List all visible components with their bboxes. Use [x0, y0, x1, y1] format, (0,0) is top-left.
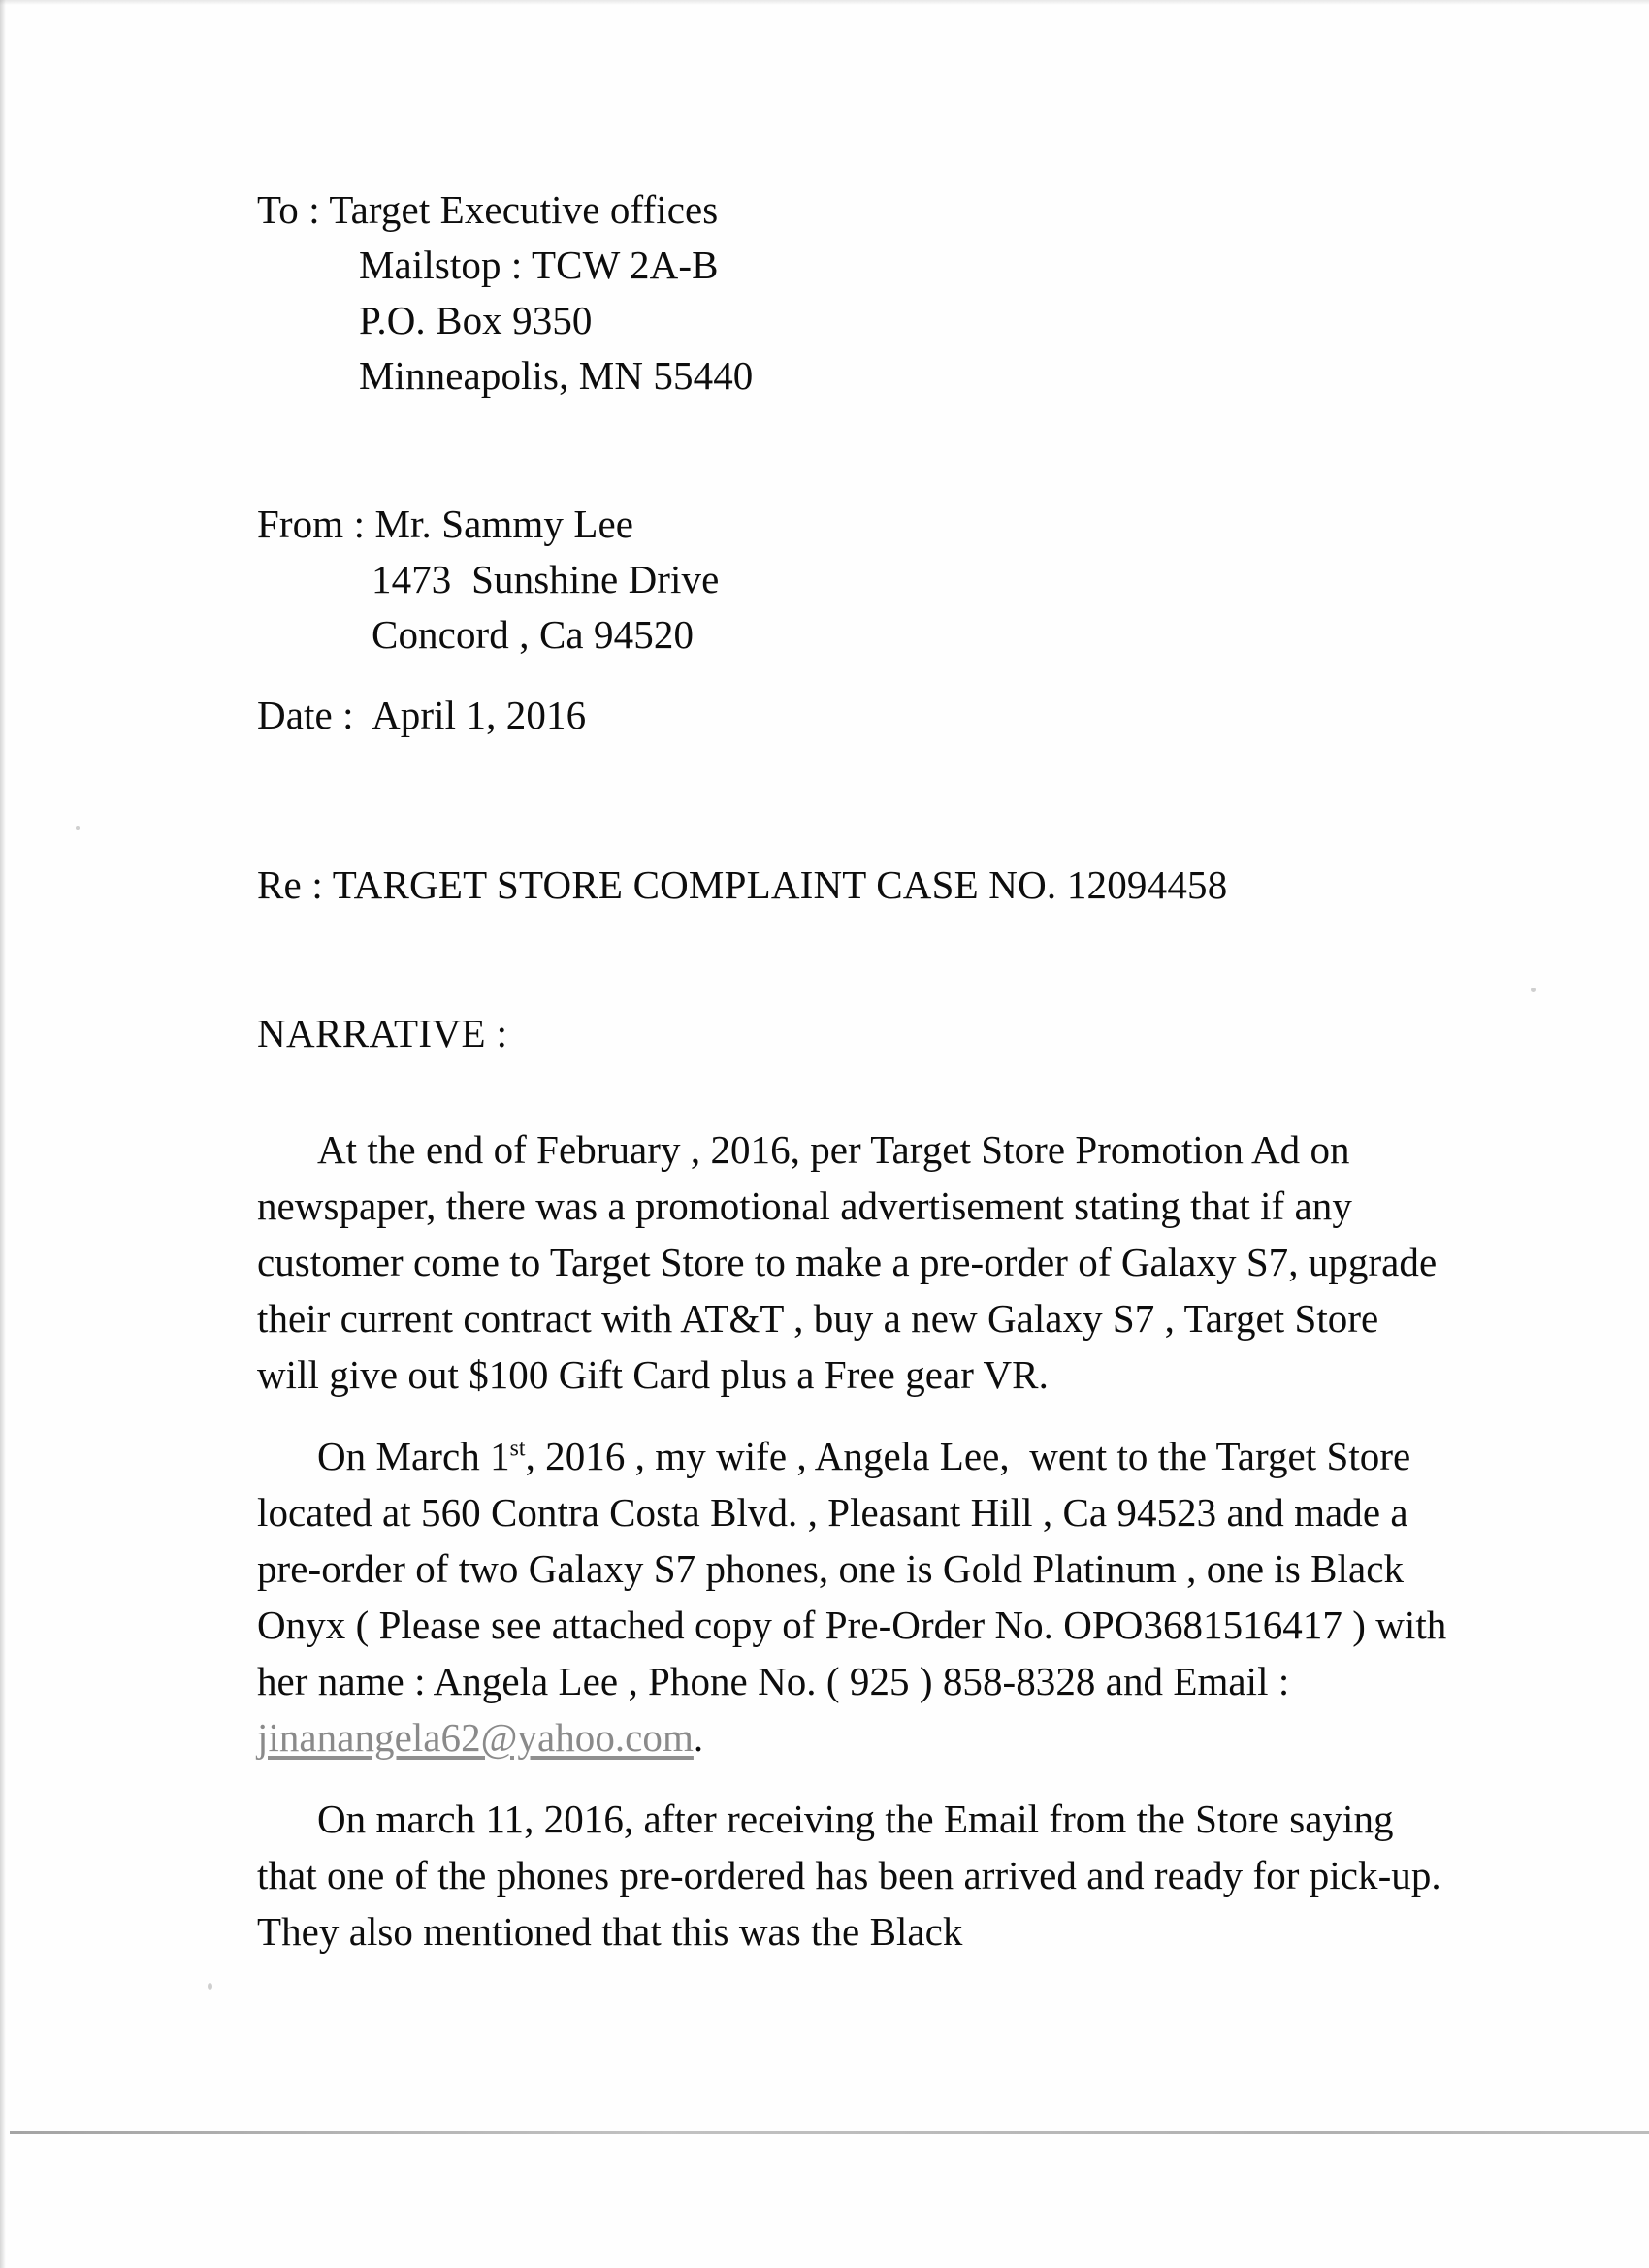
- letter-body: [257, 182, 1457, 1960]
- scan-speck: [76, 826, 80, 830]
- paragraph-2: [257, 1428, 1457, 1766]
- paragraph-1-text: At the end of February , 2016, per Target Store Promotion Ad on newspaper, there was a promotional advertisement stating that if any customer come to Target Store to make a pre-order of Galaxy S7, upgrade their current contract with AT&T , buy a new Galaxy S7 , Target Store will give out $100 Gift Card plus a Free gear VR.: [257, 1127, 1447, 1397]
- email-link[interactable]: jinanangela62@yahoo.com: [257, 1715, 694, 1760]
- sender-line-2: 1473 Sunshine Drive: [372, 557, 720, 601]
- paragraph-1: [257, 1121, 1450, 1403]
- sender-line-3: Concord , Ca 94520: [372, 612, 695, 657]
- sender-name: Mr. Sammy Lee: [374, 502, 634, 546]
- paragraph-3-text: On march 11, 2016, after receiving the Email from the Store saying that one of the phones pre-ordered has been arrived and ready for pick-up. They also mentioned that this was the Black: [257, 1797, 1451, 1954]
- recipient-name: Target Executive offices: [329, 187, 719, 232]
- spacer: [257, 1061, 1450, 1121]
- spacer: [257, 663, 1450, 688]
- ordinal-suffix: st: [509, 1436, 526, 1462]
- scan-speck: [1531, 988, 1536, 992]
- sender-line-1: [257, 497, 1450, 552]
- from-label: From :: [257, 502, 375, 546]
- scan-edge-shadow-left: [0, 0, 6, 2268]
- spacer: [257, 743, 1450, 858]
- recipient-line-4: Minneapolis, MN 55440: [359, 353, 754, 398]
- paragraph-3: [257, 1791, 1450, 1960]
- spacer: [257, 404, 1450, 497]
- paragraph-2-text-b: , 2016 , my wife , Angela Lee, went to the Target Store located at 560 Contra Costa Blvd. , Pleasant Hill , Ca 94523 and made a pre-order of two Galaxy S7 phones, one is Gold Platinum , one is Black Onyx ( Please see attached copy of Pre-Order No. OPO3681516417 ) with her name : Angela Lee , Phone No. ( 925 ) 858-8328 and Email :: [257, 1434, 1457, 1703]
- narrative-heading: NARRATIVE :: [257, 1011, 508, 1055]
- paper-bottom-edge-line: [10, 2131, 1649, 2134]
- subject-line: Re : TARGET STORE COMPLAINT CASE NO. 12094458: [257, 862, 1228, 907]
- to-label: To :: [257, 187, 330, 232]
- paragraph-2-text-c: .: [693, 1715, 704, 1760]
- scan-speck: [208, 1983, 212, 1990]
- sender-block: [257, 497, 1450, 663]
- spacer: [257, 1403, 1450, 1428]
- spacer: [257, 913, 1450, 1006]
- recipient-line-1: [257, 182, 1450, 238]
- scan-edge-shadow-top: [0, 0, 1649, 5]
- recipient-block: [257, 182, 1450, 404]
- spacer: [257, 1766, 1450, 1791]
- recipient-line-3: P.O. Box 9350: [359, 298, 593, 342]
- paragraph-2-text-a: On March 1: [317, 1434, 510, 1478]
- recipient-line-2: Mailstop : TCW 2A-B: [359, 243, 719, 287]
- date-line: Date : April 1, 2016: [257, 693, 587, 737]
